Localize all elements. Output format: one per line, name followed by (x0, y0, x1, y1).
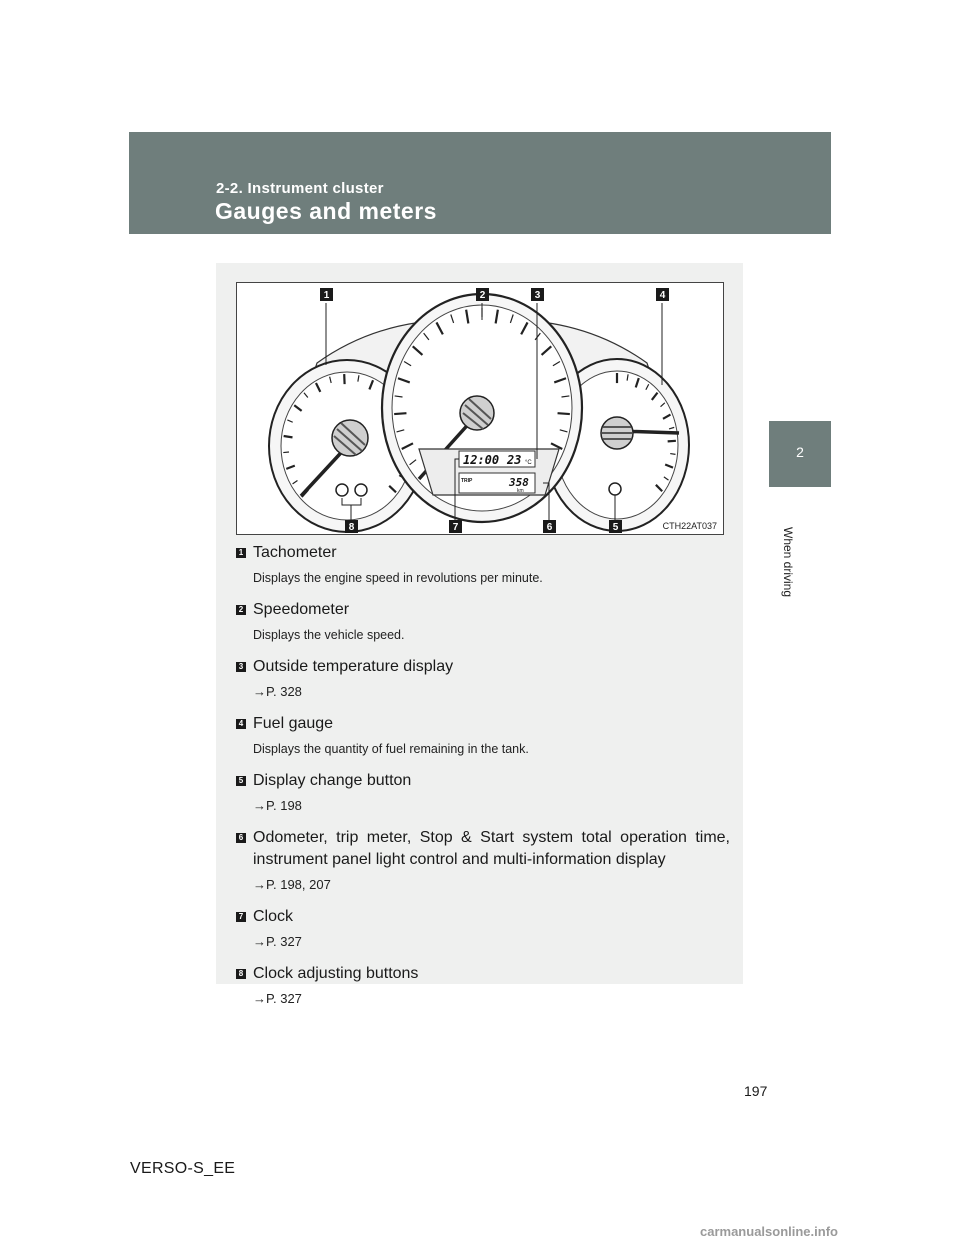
clock-readout: 12:00 (463, 453, 500, 467)
page-number: 197 (744, 1083, 768, 1099)
callout-6: 6 (546, 522, 553, 533)
page-title: Gauges and meters (215, 198, 437, 224)
instrument-cluster-figure (236, 282, 724, 535)
chapter-header (129, 132, 831, 234)
temperature-readout: 23 (507, 453, 522, 467)
callout-1: 1 (323, 290, 330, 301)
callout-7: 7 (452, 522, 459, 533)
item-description: Displays the vehicle speed. (253, 628, 405, 642)
callout-4: 4 (659, 290, 666, 301)
dial-tick (283, 452, 289, 453)
callout-3: 3 (534, 290, 541, 301)
page-reference-link[interactable]: →P. 198 (253, 798, 302, 813)
temperature-unit: °C (525, 460, 532, 466)
item-number-badge: 6 (236, 833, 246, 843)
dial-tick (284, 436, 293, 437)
chapter-tab[interactable]: 2 (769, 421, 831, 487)
list-item (236, 599, 730, 643)
item-title: Fuel gauge (253, 715, 334, 732)
item-number-badge: 3 (236, 662, 246, 672)
figure-code: CTH22AT037 (662, 521, 717, 531)
callout-5: 5 (612, 522, 619, 533)
dial-tick (394, 413, 406, 414)
item-number-badge: 1 (236, 548, 246, 558)
item-number-badge: 7 (236, 912, 246, 922)
page-reference-link[interactable]: →P. 328 (253, 684, 302, 699)
list-item (236, 906, 730, 950)
item-number-badge: 5 (236, 776, 246, 786)
page-reference-link[interactable]: →P. 198, 207 (253, 877, 331, 892)
callout-2: 2 (479, 290, 486, 301)
instrument-cluster-illustration (237, 283, 723, 534)
legend-list (236, 542, 730, 1007)
item-title: Odometer, trip meter, Stop & Start system total operation time, instrument panel light control and multi-information display (253, 829, 730, 868)
section-title: 2-2. Instrument cluster (216, 180, 384, 197)
page-reference-link[interactable]: →P. 327 (253, 934, 302, 949)
item-number-badge: 2 (236, 605, 246, 615)
list-item (236, 770, 730, 814)
item-title: Clock (253, 908, 294, 925)
item-description: Displays the engine speed in revolutions per minute. (253, 571, 543, 585)
item-title: Speedometer (253, 601, 350, 618)
list-item (236, 713, 730, 757)
item-title: Display change button (253, 772, 412, 789)
distance-unit: km (517, 488, 524, 494)
callout-8: 8 (348, 522, 355, 533)
item-number-badge: 4 (236, 719, 246, 729)
content-box (216, 263, 743, 1006)
item-number-badge: 8 (236, 969, 246, 979)
trip-label: TRIP (461, 478, 473, 484)
odometer-readout: 358 (509, 476, 529, 489)
item-title: Tachometer (253, 544, 337, 561)
chapter-label: When driving (781, 527, 795, 598)
dial-tick (558, 413, 570, 414)
dial-tick (668, 441, 676, 442)
list-item (236, 963, 730, 1007)
list-item (236, 827, 730, 893)
item-title: Outside temperature display (253, 658, 454, 675)
item-description: Displays the quantity of fuel remaining in the tank. (253, 742, 529, 756)
list-item (236, 656, 730, 700)
dial-tick (670, 454, 675, 455)
footer-model-code: VERSO-S_EE (130, 1160, 236, 1177)
speedometer-dial (382, 294, 582, 522)
item-title: Clock adjusting buttons (253, 965, 419, 982)
page-reference-link[interactable]: →P. 327 (253, 991, 302, 1006)
watermark: carmanualsonline.info (700, 1224, 838, 1239)
list-item (236, 542, 730, 586)
